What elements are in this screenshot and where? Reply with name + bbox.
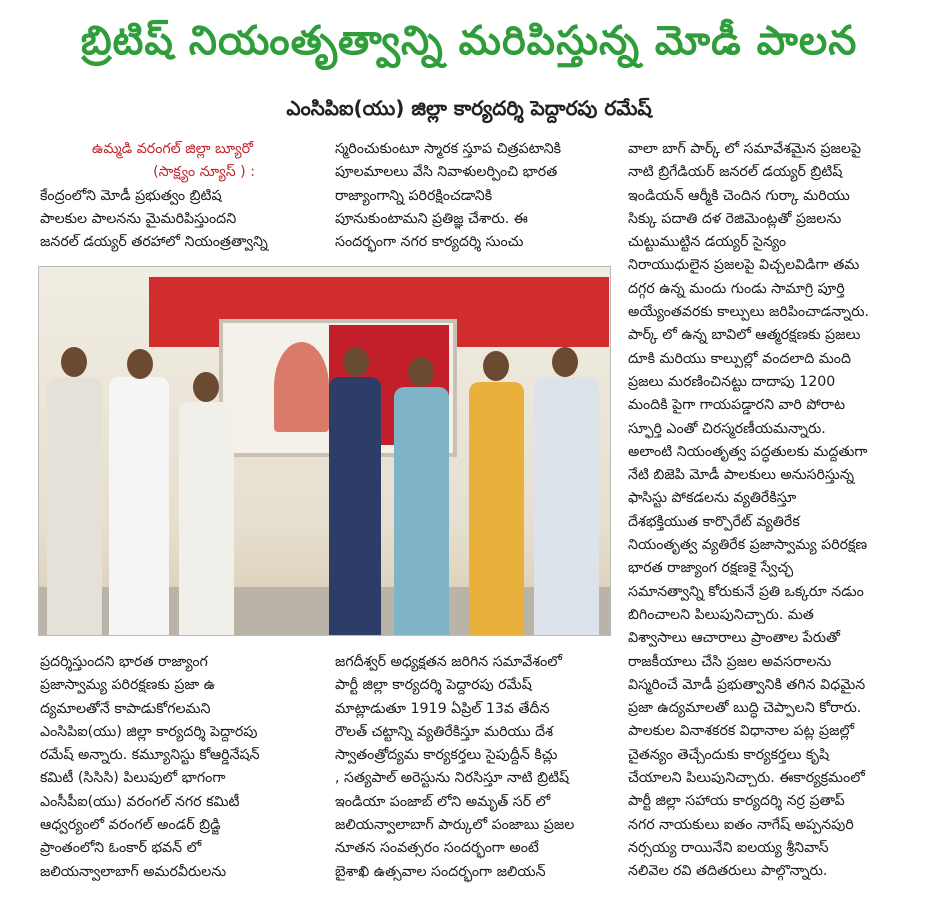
person-figure: [469, 382, 524, 635]
col3-line: చేయాలని పిలుపునిచ్చారు. ఈకార్యక్రమంలో: [628, 770, 865, 787]
col3-line: నర్సయ్య రాయినేని ఐలయ్య శ్రీనివాస్: [628, 839, 829, 856]
headline: బ్రిటిష్ నియంతృత్వాన్ని మరిపిస్తున్న మోడీ పాలన: [80, 18, 858, 64]
col2-top-line: పూలమాలలు వేసి నివాళులర్పించి భారత: [335, 164, 558, 181]
byline-line-2: (సాక్ష్యం న్యూస్ ) :: [153, 164, 255, 181]
col1-bottom-line: కమిటీ (సిసిసి) పిలుపులో భాగంగా: [40, 770, 226, 787]
col3-line: మందికి పైగా గాయపడ్డారని వారి పోరాట: [628, 397, 846, 414]
col3-line: ఫాసిస్టు పోకడలను వ్యతిరేకిస్తూ: [628, 490, 797, 507]
person-head: [552, 347, 578, 377]
col3-line: ప్రజా ఉద్యమాలతో బుద్ధి చెప్పాలని కోరారు.: [628, 700, 862, 717]
col1-bottom-line: జలియన్వాలాబాగ్ అమరవీరులను: [40, 863, 227, 880]
col1-top-line: కేంద్రంలోని మోడీ ప్రభుత్వం బ్రిటిష: [40, 187, 222, 204]
col2-top-line: రాజ్యాంగాన్ని పరిరక్షించడానికి: [335, 187, 493, 204]
col3-line: రాజకీయాలు చేసి ప్రజల అవసరాలను: [628, 653, 832, 670]
person-figure: [329, 377, 381, 635]
col3-line: ప్రజలు మరణించినట్టు దాదాపు 1200: [628, 373, 836, 390]
col3-line: నియంతృత్వ వ్యతిరేక ప్రజాస్వామ్య పరిరక్షణ: [628, 537, 868, 554]
col3-line: అయ్యేంతవరకు కాల్పులు జరిపించాడన్నారు.: [628, 304, 870, 321]
col1-bottom-line: ద్యమాలతోనే కాపాడుకోగలమని: [40, 700, 211, 717]
col1-top-line: జనరల్ డయ్యర్ తరహాలో నియంత్రత్వాన్ని: [40, 234, 268, 251]
col3-line: ఇండియన్ ఆర్మీకి చెందిన గుర్కా మరియు: [628, 187, 850, 204]
col3-line: అలాంటి నియంతృత్వ పద్ధతులకు మద్దతుగా: [628, 443, 868, 460]
col3-line: వాలా బాగ్ పార్క్ లో సమావేశమైన ప్రజలపై: [628, 141, 862, 157]
person-head: [127, 349, 153, 379]
col3-line: పార్టీ జిల్లా సహాయ కార్యదర్శి నర్ర ప్రతాప్: [628, 793, 845, 810]
col3-line: చైతన్యం తెచ్చేందుకు కార్యకర్తలు కృషి: [628, 746, 830, 763]
person-head: [483, 351, 509, 381]
col3-line: బిగించాలని పిలుపునిచ్చారు. మత: [628, 606, 814, 623]
memorial-stupa: [274, 342, 329, 432]
column-1-bottom: [40, 651, 320, 884]
column-1-top: [40, 138, 305, 254]
col1-bottom-line: ప్రజాస్వామ్య పరిరక్షణకు ప్రజా ఉ: [40, 677, 216, 694]
col3-line: నలివెల రవి తదితరులు పాల్గొన్నారు.: [628, 863, 828, 880]
col3-line: నిరాయుధులైన ప్రజలపై విచ్చలవిడిగా తమ: [628, 257, 860, 274]
col2-bottom-line: జలియన్వాలాబాగ్ పార్కులో పంజాబు ప్రజల: [335, 817, 575, 834]
col3-line: చుట్టుముట్టిన డయ్యర్ సైన్యం: [628, 234, 787, 251]
col2-bottom-line: బైశాఖి ఉత్సవాల సందర్భంగా జలియన్: [335, 863, 546, 880]
col2-bottom-line: జగదీశ్వర్ అధ్యక్షతన జరిగిన సమావేశంలో: [335, 654, 562, 670]
person-head: [343, 347, 369, 377]
col3-line: సిక్కు పదాతి దళ రెజిమెంట్లతో ప్రజలను: [628, 210, 842, 227]
col2-top-line: పూనుకుంటామని ప్రతిజ్ఞ చేశారు. ఈ: [335, 210, 528, 227]
col3-line: పార్క్ లో ఉన్న బావిలో ఆత్మరక్షణకు ప్రజలు: [628, 327, 861, 344]
col3-line: భారత రాజ్యాంగ రక్షణకై స్వేచ్ఛ: [628, 560, 794, 577]
col1-bottom-line: రమేష్ అన్నారు. కమ్యూనిస్టు కోఆర్డినేషన్: [40, 747, 260, 764]
col3-line: విశ్వాసాలు ఆచారాలు ప్రాంతాల పేరుతో: [628, 630, 840, 647]
col3-line: నగర నాయకులు ఐతం నాగేష్ అప్పనపురి: [628, 816, 854, 833]
person-figure: [394, 387, 449, 635]
column-3: [628, 138, 928, 884]
col2-bottom-line: ఇండియా పంజాబ్ లోని అమృత్ సర్ లో: [335, 793, 551, 810]
col2-bottom-line: నూతన సంవత్సరం సందర్భంగా అంటే: [335, 840, 539, 857]
col1-bottom-line: ప్రాంతంలోని ఓంకార్ భవన్ లో: [40, 840, 202, 857]
col1-bottom-line: ఎంసీపీఐ(యు) వరంగల్ నగర కమిటీ: [40, 793, 240, 810]
col3-line: విస్మరించే మోడీ ప్రభుత్వానికి తగిన విధమైన: [628, 676, 866, 693]
byline-line-1: ఉమ్మడి వరంగల్ జిల్లా బ్యూరో: [92, 141, 253, 157]
person-figure: [534, 377, 599, 635]
col3-line: దూకి మరియు కాల్పుల్లో వందలాది మంది: [628, 350, 852, 367]
col3-line: నేటి బిజెపి మోడీ పాలకులు అనుసరిస్తున్న: [628, 467, 855, 484]
col3-line: దగ్గర ఉన్న మందు గుండు సామాగ్రి పూర్తి: [628, 280, 845, 297]
person-figure: [47, 377, 102, 635]
person-head: [193, 372, 219, 402]
col2-top-line: స్మరించుకుంటూ స్మారక స్తూప చిత్రపటానికి: [335, 141, 562, 157]
person-figure: [109, 377, 169, 635]
col3-line: దేశభక్తియుత కార్పొరేట్ వ్యతిరేక: [628, 513, 800, 530]
col2-bottom-line: స్వాతంత్రోద్యమ కార్యకర్తలు సైపుద్దీన్ కిచ్లు: [335, 747, 558, 764]
col2-bottom-line: పార్టీ జిల్లా కార్యదర్శి పెద్దారపు రమేష్: [335, 677, 532, 694]
col2-top-line: సందర్భంగా నగర కార్యదర్శి సుంచు: [335, 234, 524, 251]
column-2-bottom: [335, 651, 620, 884]
person-figure: [179, 402, 234, 635]
subheadline: ఎంసిపిఐ(యు) జిల్లా కార్యదర్శి పెద్దారపు రమేష్: [286, 96, 652, 120]
person-head: [408, 357, 434, 387]
col3-line: పాలకుల వినాశకరక విధానాల పట్ల ప్రజల్లో: [628, 723, 855, 740]
news-photo: [38, 266, 611, 636]
col3-line: సమానత్వాన్ని కోరుకునే ప్రతి ఒక్కరూ నడుం: [628, 583, 864, 600]
person-head: [61, 347, 87, 377]
col3-line: నాటి బ్రిగేడియర్ జనరల్ డయ్యర్ బ్రిటిష్: [628, 164, 843, 181]
col1-bottom-line: ప్రదర్శిస్తుందని భారత రాజ్యాంగ: [40, 654, 208, 670]
col1-top-line: పాలకుల పాలనను మైమరిపిస్తుందని: [40, 210, 237, 227]
column-2-top: [335, 138, 615, 254]
col1-bottom-line: ఆధ్వర్యంలో వరంగల్ అండర్ బ్రిడ్జి: [40, 817, 221, 834]
col3-line: స్ఫూర్తి ఎంతో చిరస్మరణీయమన్నారు.: [628, 420, 826, 437]
col1-bottom-line: ఎంసిపిఐ(యు) జిల్లా కార్యదర్శి పెద్దారపు: [40, 723, 258, 740]
col2-bottom-line: రౌలత్ చట్టాన్ని వ్యతిరేకిస్తూ మరియు దేశ: [335, 723, 553, 740]
col2-bottom-line: మాట్లాడుతూ 1919 ఏప్రిల్ 13వ తేదీన: [335, 700, 550, 717]
col2-bottom-line: , సత్యపాల్ అరెస్టును నిరసిస్తూ నాటి బ్రిటిష్: [335, 770, 570, 787]
